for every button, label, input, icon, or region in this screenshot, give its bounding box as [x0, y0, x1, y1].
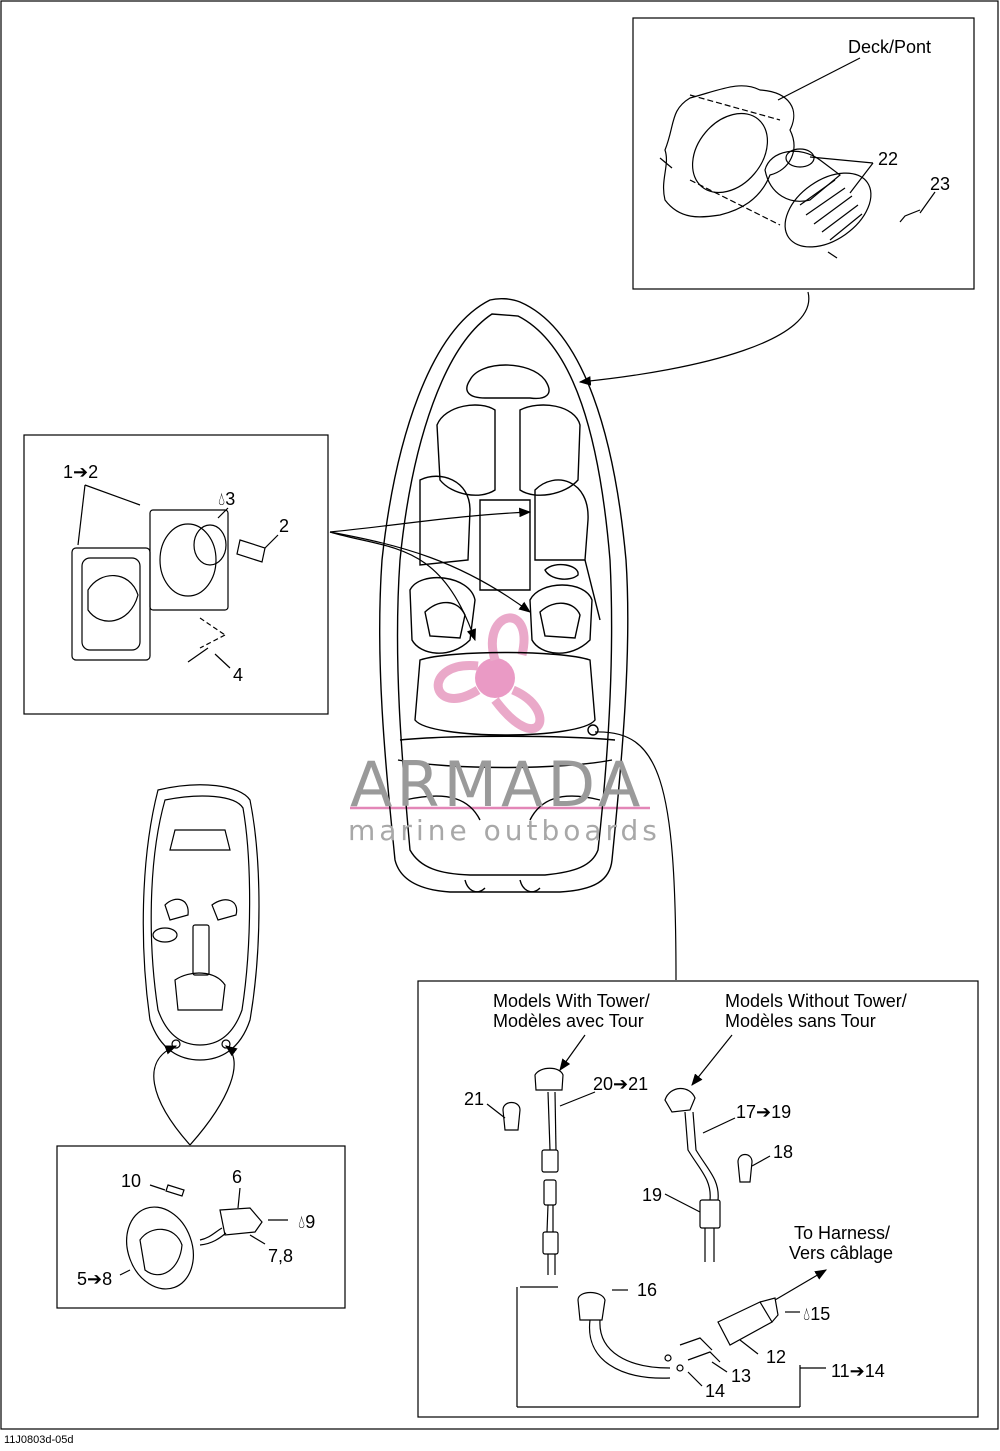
callout-21: 21 — [464, 1089, 485, 1109]
without-tower-label-line1: Models Without Tower/ — [725, 991, 907, 1011]
callout-7-8: 7,8 — [268, 1246, 294, 1266]
callout-5-8: 5➔8 — [77, 1269, 113, 1289]
watermark-title: ARMADA — [350, 748, 645, 821]
without-tower-label-line2: Modèles sans Tour — [725, 1011, 876, 1031]
harness-label-line2: Vers câblage — [789, 1243, 894, 1263]
with-tower-label-line1: Models With Tower/ — [493, 991, 650, 1011]
callout-11-14: 11➔14 — [831, 1361, 885, 1381]
callout-2: 2 — [279, 516, 290, 536]
callout-4: 4 — [233, 665, 244, 685]
callout-12: 12 — [766, 1347, 787, 1367]
callout-9: 💧︎9 — [298, 1212, 316, 1232]
callout-13: 13 — [731, 1366, 752, 1386]
callout-1-2: 1➔2 — [63, 462, 99, 482]
callout-22: 22 — [878, 149, 899, 169]
callout-15: 💧︎15 — [803, 1304, 831, 1324]
small-boat-drawing — [143, 785, 259, 1060]
document-code: 11J0803d-05d — [4, 1434, 74, 1446]
horn-inset — [633, 18, 974, 289]
harness-label-line1: To Harness/ — [794, 1223, 891, 1243]
horn-leader-arrow — [580, 292, 809, 382]
callout-14: 14 — [705, 1381, 726, 1401]
callout-6: 6 — [232, 1167, 243, 1187]
callout-3: 💧︎3 — [218, 489, 236, 509]
callout-17-19: 17➔19 — [736, 1102, 792, 1122]
callout-23: 23 — [930, 174, 951, 194]
page-border — [1, 1, 998, 1429]
callout-19: 19 — [642, 1185, 663, 1205]
drop-icon: 💧︎ — [298, 1212, 306, 1232]
nav-light-inset — [418, 981, 978, 1417]
deck-label: Deck/Pont — [848, 37, 932, 57]
drop-icon: 💧︎ — [218, 489, 226, 509]
callout-20-21: 20➔21 — [593, 1074, 649, 1094]
callout-10: 10 — [121, 1171, 142, 1191]
callout-16: 16 — [637, 1280, 658, 1300]
stern-leaders — [154, 1046, 234, 1145]
watermark-subtitle: marine outboards — [348, 814, 661, 847]
with-tower-label-line2: Modèles avec Tour — [493, 1011, 644, 1031]
drop-icon: 💧︎ — [803, 1304, 811, 1324]
callout-18: 18 — [773, 1142, 794, 1162]
